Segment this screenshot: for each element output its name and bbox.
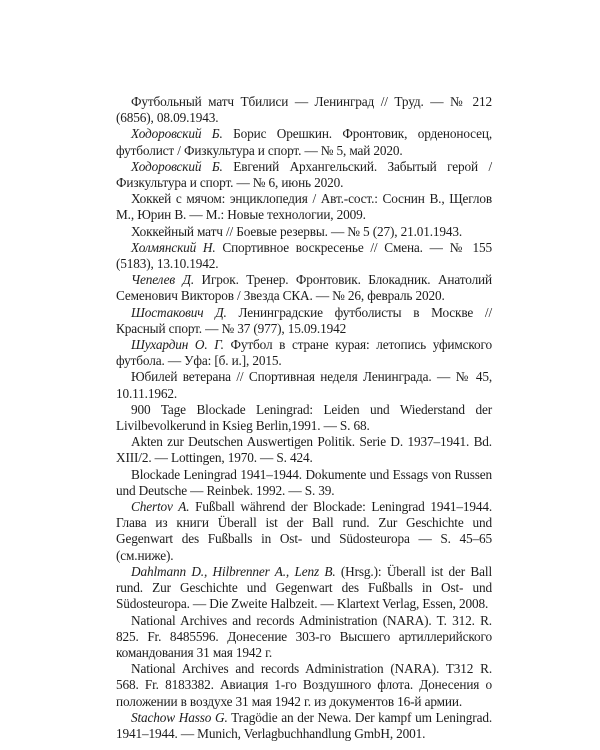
bibliography-entry: Akten zur Deutschen Auswertigen Politik. Serie D. 1937–1941. Bd. XIII/2. — Lottingen, 1970. — S. 424. [116,434,492,466]
bibliography-entry: 900 Tage Blockade Leningrad: Leiden und Wiederstand der Livilbevolkerund in Ksieg Berlin,1991. — S. 68. [116,401,492,434]
bibliography-entry: Хоккей с мячом: энциклопедия / Авт.-сост.: Соснин В., Щеглов М., Юрин В. — М.: Новые технологии, 2009. [116,191,492,223]
bibliography-entry: Шостакович Д. Ленинградские футболисты в Москве // Красный спорт. — № 37 (977), 15.09.1942 [116,304,492,336]
bibliography-entry: Чепелев Д. Игрок. Тренер. Фронтовик. Блокадник. Анатолий Семенович Викторов / Звезда СКА. — № 26, февраль 2020. [116,272,492,304]
bibliography-entry: Blockade Leningrad 1941–1944. Dokumente und Essags von Russen und Deutsche — Reinbek. 1992. — S. 39. [116,466,492,498]
bibliography-entry: Хоккейный матч // Боевые резервы. — № 5 (27), 21.01.1943. [131,223,463,239]
bibliography-entry: Chertov A. Fußball während der Blockade: Leningrad 1941–1944. Глава из книги Überall ist der Ball rund. Zur Geschichte und Gegenwart des Fußballs in Ost- und Südosteuropa — S. 45–65 (см.ниже). [116,499,492,563]
bibliography-entry: Юбилей ветерана // Спортивная неделя Ленинграда. — № 45, 10.11.1962. [116,369,492,401]
bibliography-entry: Ходоровский Б. Евгений Архангельский. Забытый герой / Физкультура и спорт. — № 6, июнь 2020. [116,158,492,191]
bibliography-entry: Футбольный матч Тбилиси — Ленинград // Труд. — № 212 (6856), 08.09.1943. [116,94,492,126]
bibliography-entry: Stachow Hasso G. Tragödie an der Newa. Der kampf um Leningrad. 1941–1944. — Munich, Verlagbuchhandlung GmbH, 2001. [116,709,493,741]
bibliography-entry: Dahlmann D., Hilbrenner A., Lenz B. (Hrsg.): Überall ist der Ball rund. Zur Geschichte und Gegenwart des Fußballs in Ost- und Südosteuropa. — Die Zweite Halbzeit. — Klartext Verlag, Essen, 2008. [116,563,492,612]
bibliography-entry: Холмянский Н. Спортивное воскресенье // Смена. — № 155 (5183), 13.10.1942. [116,239,492,272]
bibliography-entry: National Archives and records Administration (NARA). T. 312. R. 825. Fr. 8485596. Донесение 303-го Высшего артиллерийского командования 31 мая 1942 г. [116,612,492,660]
bibliography-page [116,94,492,742]
bibliography-entry: Ходоровский Б. Борис Орешкин. Фронтовик, орденоносец, футболист / Физкультура и спорт. — № 5, май 2020. [116,126,492,158]
bibliography-entry: Шухардин О. Г. Футбол в стране курая: летопись уфимского футбола. — Уфа: [б. и.], 2015. [116,337,492,369]
bibliography-entry: National Archives and records Administration (NARA). T312 R. 568. Fr. 8183382. Авиация 1-го Воздушного флота. Донесения о положении в воздухе 31 мая 1942 г. из документов 16-й армии. [116,661,492,709]
